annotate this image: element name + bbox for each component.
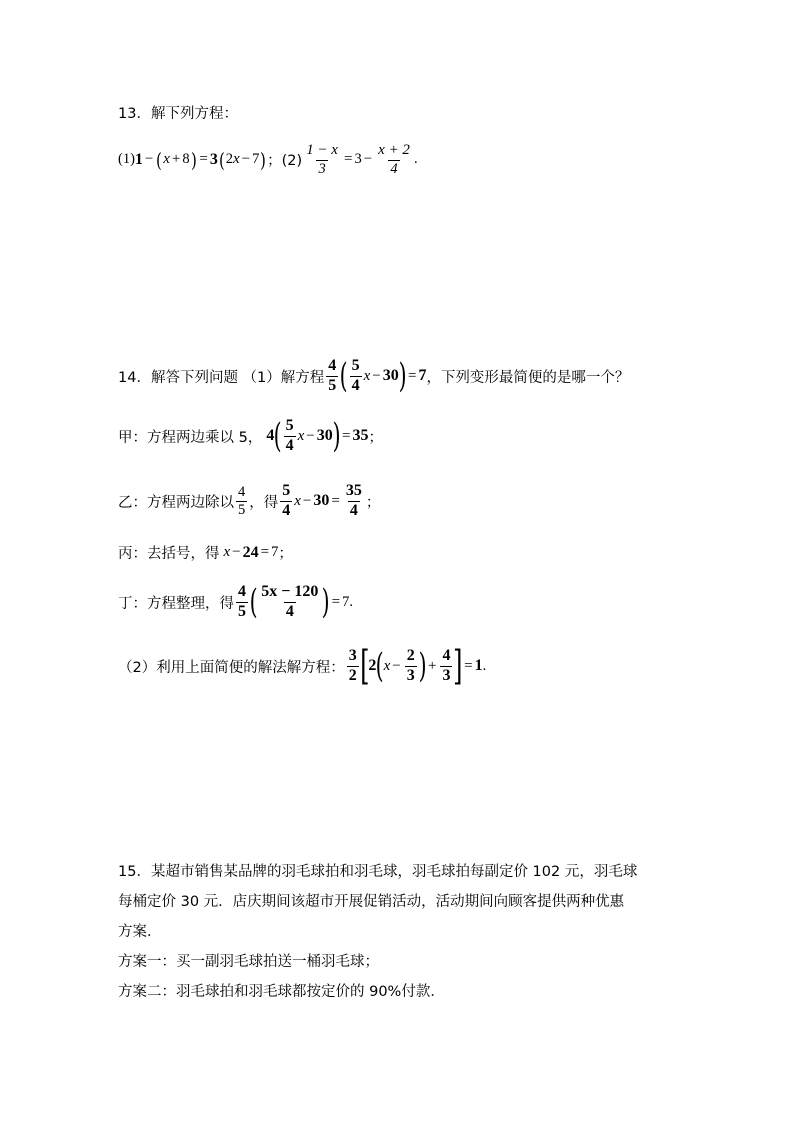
option-ding <box>118 584 353 621</box>
numerator: 5 <box>285 417 294 434</box>
frac <box>259 584 320 621</box>
option-jia <box>118 418 383 455</box>
q15-option-2: 方案二：羽毛球拍和羽毛球都按定价的 90%付款． <box>118 984 445 1000</box>
option-bing-text: 丙：去括号，得 <box>118 546 220 562</box>
denominator: 4 <box>285 436 294 454</box>
q14-intro-text: 14．解答下列问题 （1）解方程 <box>118 369 325 386</box>
term: 35 <box>352 427 369 445</box>
var: x <box>223 544 231 560</box>
frac <box>280 483 292 520</box>
term: 7 <box>271 544 279 560</box>
paren-open: ( <box>249 582 258 623</box>
op: − <box>232 544 241 560</box>
denominator: 4 <box>285 602 294 620</box>
frac <box>440 648 452 685</box>
option-ding-text: 丁：方程整理，得 <box>118 595 234 612</box>
paren-open: ( <box>339 356 348 397</box>
option-jia-text: 甲：方程两边乘以 5， <box>118 429 263 446</box>
end: . <box>349 593 353 610</box>
numerator: 4 <box>238 483 246 500</box>
q15-line: 每桶定价 30 元．店庆期间该超市开展促销活动，活动期间向顾客提供两种优惠 <box>118 894 625 910</box>
op: − <box>306 427 315 444</box>
op: − <box>372 367 381 384</box>
q15-line: 方案． <box>118 924 162 940</box>
eq1-term: 8 <box>182 151 190 168</box>
eq2-equals: = <box>343 151 353 168</box>
eq2-end: . <box>413 151 418 168</box>
eq1-equals: = <box>199 151 208 168</box>
var: x <box>294 492 301 509</box>
eq2-fraction-left <box>304 143 340 177</box>
q14-frac <box>326 358 338 395</box>
eq1-term: 3 <box>209 150 218 168</box>
option-yi <box>118 483 380 520</box>
term: 24 <box>242 543 259 561</box>
frac <box>236 485 247 518</box>
end: ； <box>365 494 381 511</box>
q14-intro <box>118 358 629 395</box>
equals: = <box>407 367 417 384</box>
denominator: 5 <box>328 376 337 394</box>
op: − <box>302 492 312 509</box>
numerator: 5x − 120 <box>261 583 319 600</box>
denominator: 5 <box>238 602 246 620</box>
q15-option-1: 方案一：买一副羽毛球拍送一桶羽毛球； <box>118 954 379 970</box>
option-bing <box>118 542 293 563</box>
eq1-paren-open: ( <box>218 147 225 172</box>
equals: = <box>260 544 270 560</box>
denominator: 4 <box>390 160 398 177</box>
var: x <box>297 427 305 444</box>
q14-part2-text: （2）利用上面简便的解法解方程： <box>118 659 345 676</box>
q14-part2 <box>118 643 487 689</box>
frac <box>347 648 359 685</box>
numerator: 4 <box>328 357 337 374</box>
term: 2 <box>368 657 377 674</box>
equals: = <box>342 427 351 444</box>
numerator: 4 <box>442 646 451 664</box>
numerator: x + 2 <box>378 142 410 158</box>
numerator: 35 <box>345 482 362 499</box>
equals: = <box>331 492 340 509</box>
bracket-close: ] <box>453 643 463 689</box>
numerator: 1 − x <box>306 142 338 158</box>
denominator: 2 <box>348 666 357 684</box>
numerator: 5 <box>282 482 291 499</box>
eq1-op: − <box>241 151 251 168</box>
eq1-op: + <box>171 151 181 168</box>
denominator: 4 <box>351 376 360 394</box>
denominator: 3 <box>406 666 415 684</box>
q13-title: 13．解下列方程： <box>118 106 238 122</box>
q13-part2-label: ；(2) <box>267 153 303 170</box>
eq2-fraction-right <box>376 143 412 177</box>
term: 7 <box>418 367 427 385</box>
end: ； <box>368 429 383 446</box>
eq1-paren-open: ( <box>156 147 163 172</box>
option-yi-text2: ，得 <box>249 494 279 511</box>
term: 4 <box>266 427 275 445</box>
frac <box>236 584 248 621</box>
paren-close: ) <box>332 416 341 457</box>
term: 30 <box>313 492 330 510</box>
term: 1 <box>474 657 483 674</box>
q14-frac-inner <box>350 358 362 395</box>
var: x <box>383 657 391 674</box>
end: . <box>482 657 487 674</box>
equals: = <box>331 593 341 610</box>
numerator: 5 <box>351 357 360 374</box>
q13-part1-label: (1) <box>118 151 135 168</box>
numerator: 2 <box>406 646 415 664</box>
eq2-term: 3 <box>354 151 362 168</box>
paren-close: ) <box>398 356 407 397</box>
frac <box>405 648 417 685</box>
end: ； <box>278 546 293 562</box>
denominator: 5 <box>238 501 246 518</box>
var: x <box>363 367 371 384</box>
eq2-op: − <box>363 151 373 168</box>
bracket-open: [ <box>359 643 370 689</box>
q14-intro-tail: ，下列变形最简便的是哪一个？ <box>426 369 630 386</box>
denominator: 4 <box>349 501 358 519</box>
eq1-var: x <box>163 151 170 168</box>
paren-close: ) <box>418 646 427 686</box>
q13-equations <box>118 143 418 177</box>
option-yi-text: 乙：方程两边除以 <box>118 494 234 511</box>
paren-open: ( <box>273 416 282 457</box>
frac <box>284 418 296 455</box>
eq1-term: 7 <box>252 151 260 168</box>
op: + <box>428 657 437 674</box>
eq1-term: 2 <box>225 151 233 168</box>
denominator: 3 <box>318 160 326 177</box>
paren-close: ) <box>322 582 331 623</box>
paren-open: ( <box>375 646 384 686</box>
denominator: 4 <box>282 501 291 519</box>
eq1-var: x <box>232 151 240 168</box>
term: 30 <box>316 427 333 445</box>
eq1-paren-close: ) <box>260 147 267 172</box>
denominator: 3 <box>442 666 451 684</box>
numerator: 3 <box>348 646 357 664</box>
term: 7 <box>342 593 350 610</box>
q15-line: 15．某超市销售某品牌的羽毛球拍和羽毛球，羽毛球拍每副定价 102 元，羽毛球 <box>118 864 638 880</box>
frac <box>344 483 364 520</box>
eq1-op: − <box>144 151 154 168</box>
q15-problem <box>118 857 688 1007</box>
eq1-term: 1 <box>134 150 143 168</box>
eq1-paren-close: ) <box>190 147 197 172</box>
op: − <box>392 657 401 674</box>
numerator: 4 <box>238 583 246 600</box>
term: 30 <box>382 367 399 385</box>
equals: = <box>464 657 473 674</box>
